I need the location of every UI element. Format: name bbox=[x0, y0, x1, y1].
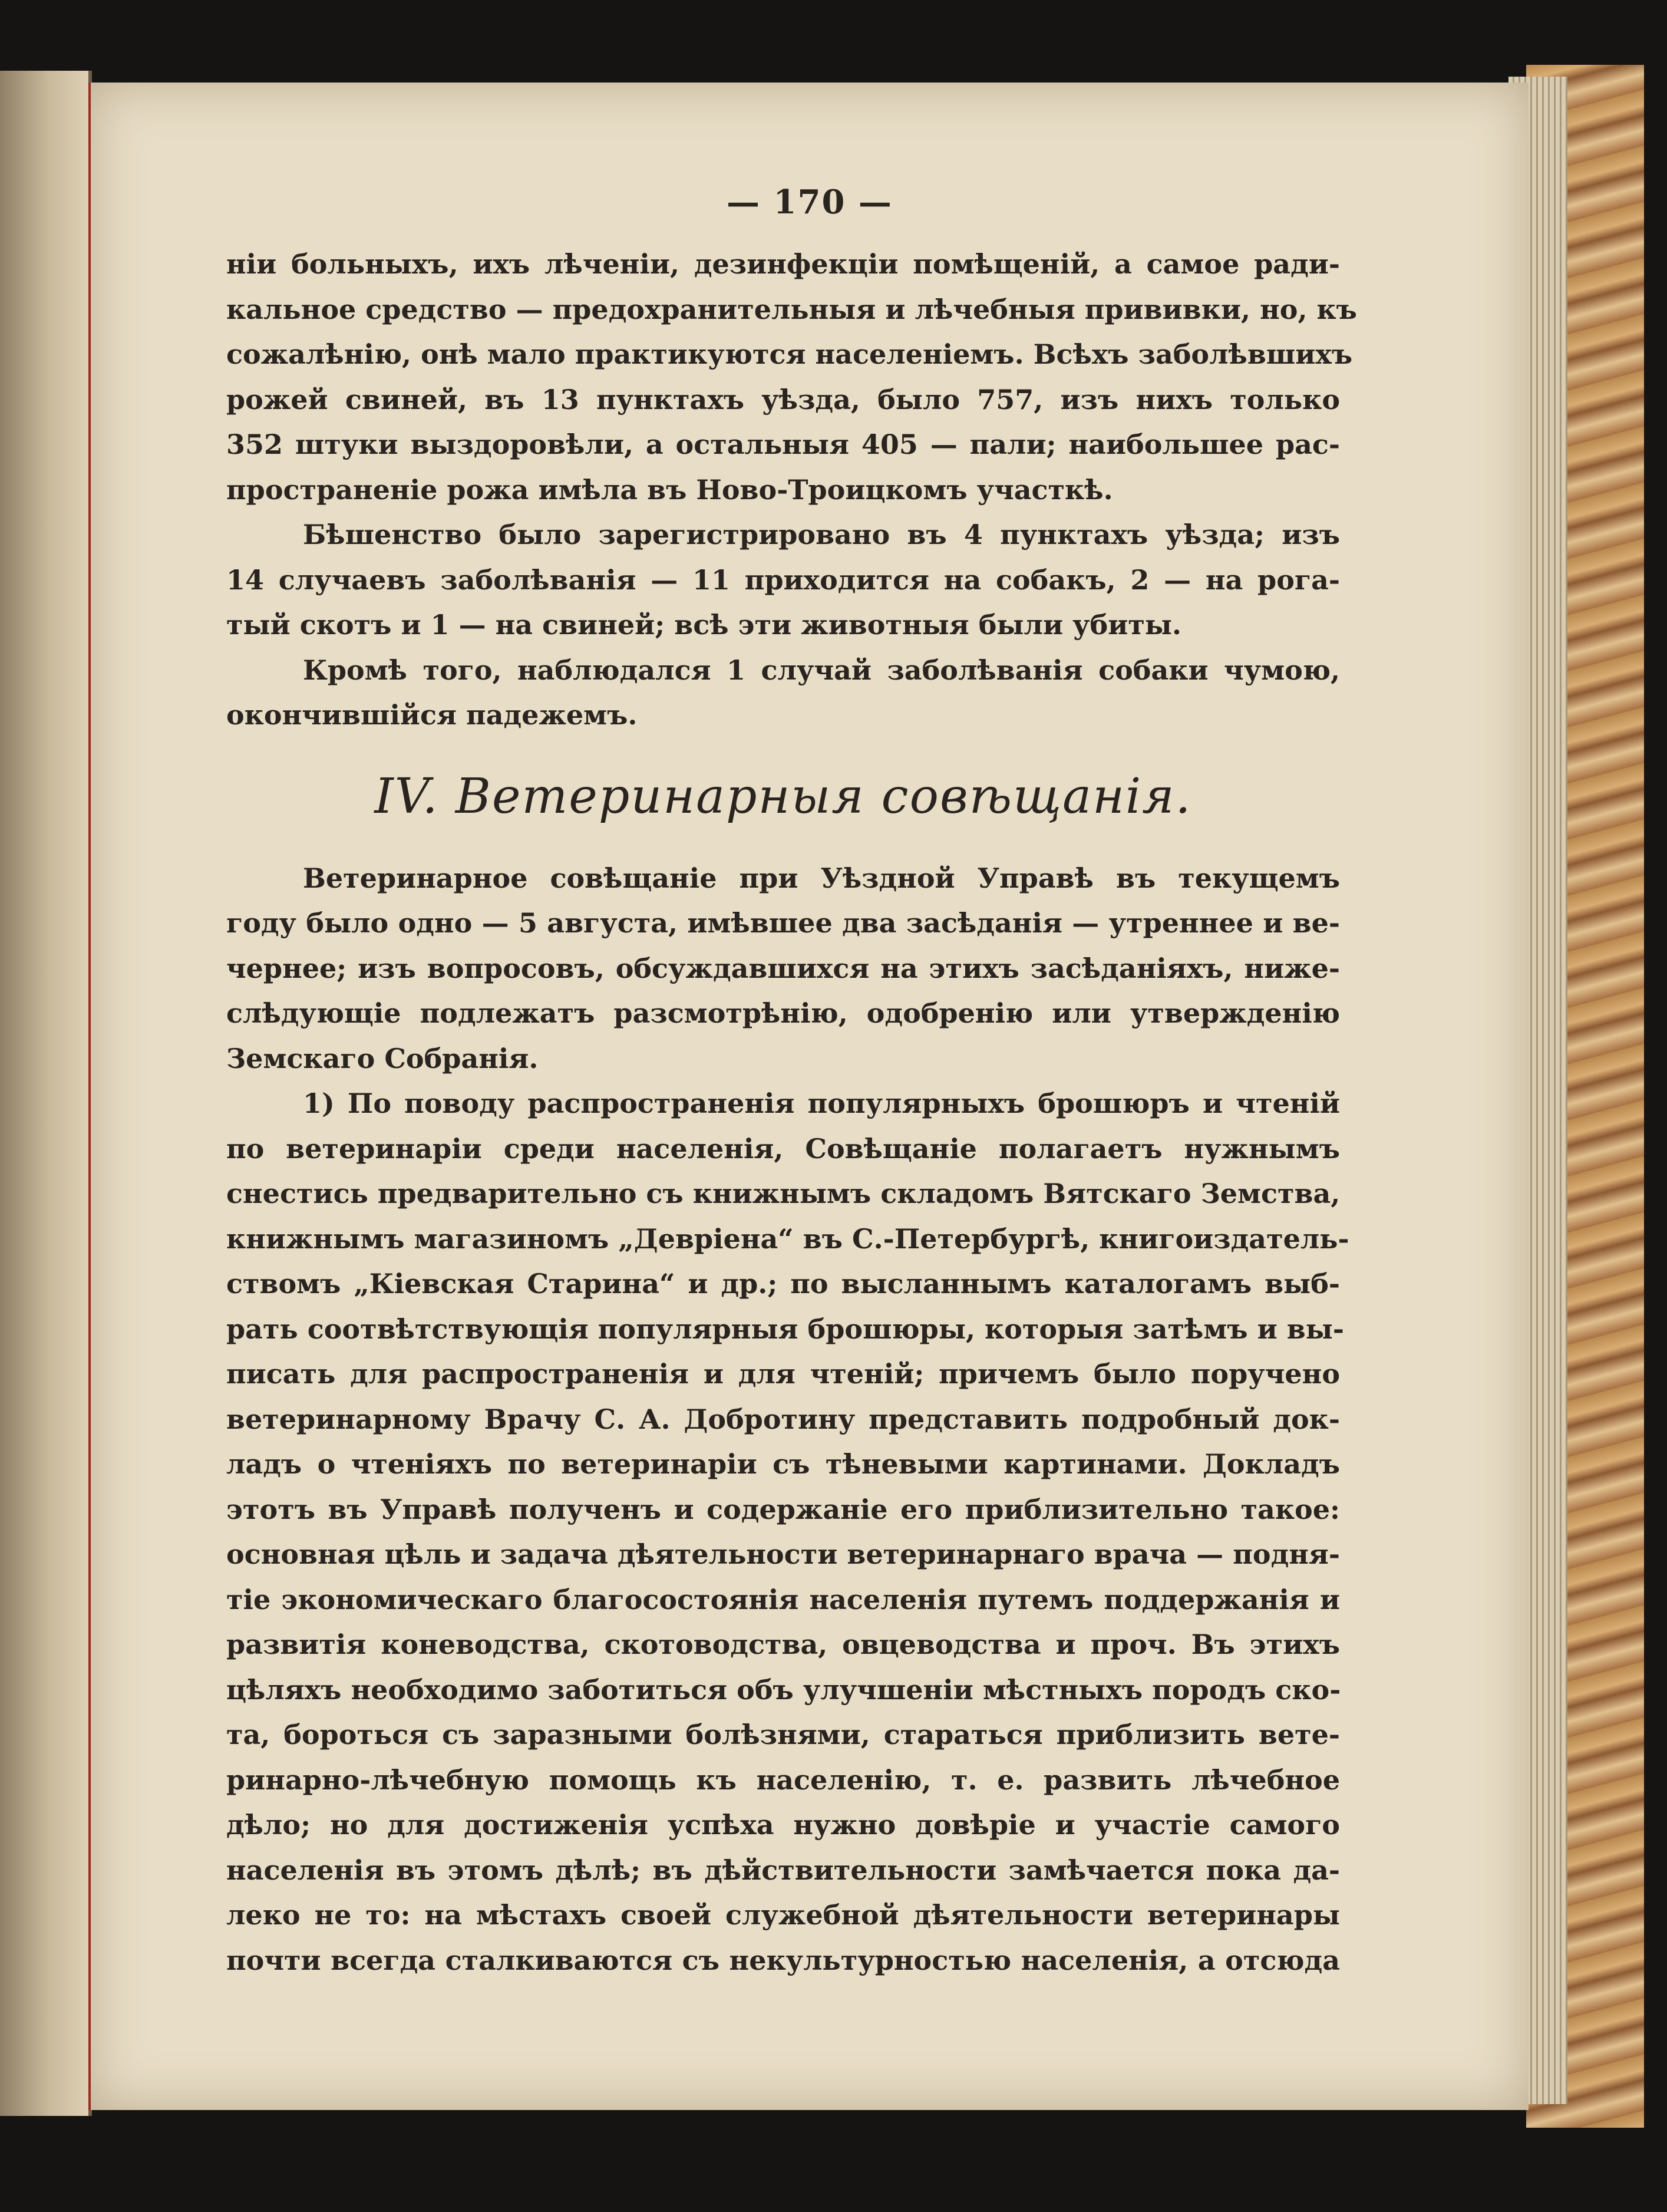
paragraph-rozha-outcomes bbox=[226, 242, 1357, 512]
text-line: книжнымъ магазиномъ „Девріена“ въ С.-Петербургѣ, книгоиздатель- bbox=[226, 1222, 1349, 1255]
text-line: почти всегда сталкиваются съ некультурностью населенія, а отсюда bbox=[226, 1944, 1340, 1976]
text-line: дѣло; но для достиженія успѣха нужно довѣріе и участіе самого bbox=[226, 1809, 1340, 1841]
text-line: 1) По поводу распространенія популярныхъ брошюръ и чтеній bbox=[303, 1087, 1340, 1119]
text-line: ствомъ „Кіевская Старина“ и др.; по высланнымъ каталогамъ выб- bbox=[226, 1268, 1340, 1300]
text-line: та, бороться съ заразными болѣзнями, стараться приблизить вете- bbox=[226, 1719, 1340, 1751]
text-line: чернее; изъ вопросовъ, обсуждавшихся на этихъ засѣданіяхъ, ниже- bbox=[226, 952, 1340, 984]
text-line: основная цѣль и задача дѣятельности ветеринарнаго врача — подня- bbox=[226, 1538, 1340, 1570]
text-line: тіе экономическаго благосостоянія населенія путемъ поддержанія и bbox=[226, 1583, 1340, 1616]
text-line: Кромѣ того, наблюдался 1 случай заболѣванія собаки чумою, bbox=[303, 654, 1340, 686]
text-line: окончившійся падежемъ. bbox=[226, 699, 638, 731]
text-line: населенія въ этомъ дѣлѣ; въ дѣйствительности замѣчается пока да- bbox=[226, 1854, 1340, 1886]
text-line: пространеніе рожа имѣла въ Ново-Троицкомъ участкѣ. bbox=[226, 473, 1113, 506]
text-line: снестись предварительно съ книжнымъ складомъ Вятскаго Земства, bbox=[226, 1178, 1341, 1209]
text-line: Бѣшенство было зарегистрировано въ 4 пунктахъ уѣзда; изъ bbox=[303, 519, 1340, 550]
text-line: году было одно — 5 августа, имѣвшее два засѣданія — утреннее и ве- bbox=[226, 907, 1340, 939]
text-line: леко не то: на мѣстахъ своей служебной дѣятельности ветеринары bbox=[226, 1899, 1340, 1931]
page-number: — 170 — bbox=[727, 183, 893, 222]
text-line: по ветеринаріи среди населенія, Совѣщаніе полагаетъ нужнымъ bbox=[226, 1132, 1340, 1165]
text-line: ніи больныхъ, ихъ лѣченіи, дезинфекціи помѣщеній, а самое ради- bbox=[226, 248, 1340, 280]
paragraph-rabies bbox=[226, 512, 1340, 648]
text-line: развитія коневодства, скотоводства, овцеводства и проч. Въ этихъ bbox=[226, 1628, 1340, 1660]
text-line: ветеринарному Врачу С. А. Добротину представить подробный док- bbox=[226, 1403, 1340, 1435]
text-line: ладъ о чтеніяхъ по ветеринаріи съ тѣневыми картинами. Докладъ bbox=[226, 1448, 1340, 1480]
text-line: 352 штуки выздоровѣли, а остальныя 405 — пали; наибольшее рас- bbox=[226, 428, 1340, 460]
text-line: тый скотъ и 1 — на свиней; всѣ эти животныя были убиты. bbox=[226, 609, 1181, 641]
text-line: рожей свиней, въ 13 пунктахъ уѣзда, было 757, изъ нихъ только bbox=[226, 383, 1340, 416]
page-text bbox=[226, 242, 1357, 1983]
text-line: 14 случаевъ заболѣванія — 11 приходится на собакъ, 2 — на рога- bbox=[226, 563, 1340, 596]
text-line: кальное средство — предохранительныя и лѣчебныя прививки, но, къ bbox=[226, 293, 1357, 325]
text-line: цѣляхъ необходимо заботиться объ улучшеніи мѣстныхъ породъ ско- bbox=[226, 1673, 1341, 1706]
paragraph-brochures bbox=[226, 1081, 1349, 1983]
text-line: писать для распространенія и для чтеній; причемъ было поручено bbox=[226, 1358, 1340, 1390]
book-page bbox=[88, 83, 1529, 2110]
text-line: этотъ въ Управѣ полученъ и содержаніе его приблизительно такое: bbox=[226, 1493, 1340, 1525]
left-page-edge bbox=[0, 71, 92, 2116]
text-line: слѣдующіе подлежатъ разсмотрѣнію, одобренію или утвержденію bbox=[226, 997, 1340, 1029]
text-line: Земскаго Собранія. bbox=[226, 1042, 539, 1074]
text-line: рать соотвѣтствующія популярныя брошюры, которыя затѣмъ и вы- bbox=[226, 1313, 1344, 1345]
text-line: Ветеринарное совѣщаніе при Уѣздной Управѣ въ текущемъ bbox=[303, 862, 1340, 894]
paragraph-distemper bbox=[226, 648, 1340, 738]
paragraph-meeting bbox=[226, 856, 1340, 1082]
text-line: ринарно-лѣчебную помощь къ населенію, т. е. развить лѣчебное bbox=[226, 1763, 1340, 1796]
section-heading: IV. Ветеринарныя совѣщанія. bbox=[374, 768, 1192, 825]
text-line: сожалѣнію, онѣ мало практикуются населеніемъ. Всѣхъ заболѣвшихъ bbox=[226, 338, 1353, 370]
